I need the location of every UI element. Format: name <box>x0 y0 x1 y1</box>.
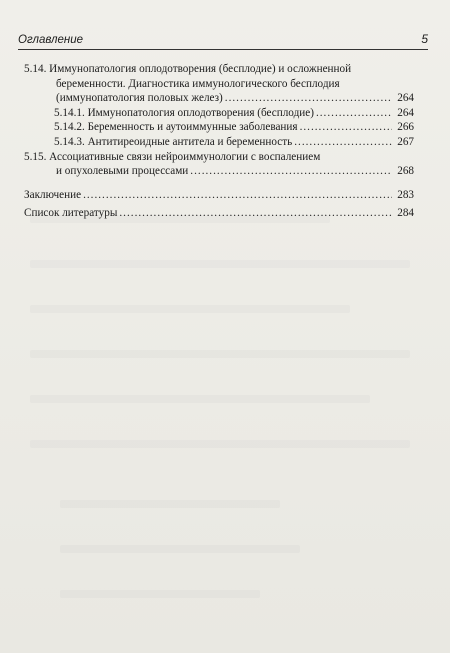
toc-page: 266 <box>397 121 414 134</box>
bleed-through <box>30 395 370 403</box>
dot-leader <box>190 164 392 179</box>
table-of-contents <box>24 62 414 221</box>
toc-number: 5.14.3. <box>54 135 88 148</box>
toc-title-line: беременности. Диагностика иммунологического бесплодия <box>56 77 340 90</box>
toc-entry-conclusion[interactable] <box>24 188 414 203</box>
toc-number: 5.14.1. <box>54 106 88 119</box>
toc-title-line: Иммунопатология оплодотворения (бесплодие) <box>87 106 314 119</box>
dot-leader <box>83 188 392 203</box>
toc-page: 264 <box>397 106 414 119</box>
toc-title-line: Антитиреоидные антитела и беременность <box>87 135 293 148</box>
toc-entry-5-14-3[interactable] <box>24 135 414 150</box>
bleed-through <box>60 500 280 508</box>
dot-leader <box>300 120 392 135</box>
toc-title-line: Беременность и аутоиммунные заболевания <box>87 121 298 134</box>
toc-title-line: Заключение <box>24 188 82 201</box>
toc-title-line: (иммунопатология половых желез) <box>56 92 223 105</box>
toc-entry-5-14-2[interactable] <box>24 120 414 135</box>
dot-leader <box>316 106 392 121</box>
toc-page: 267 <box>397 135 414 148</box>
toc-page: 268 <box>397 165 414 178</box>
toc-number: 5.14. <box>24 63 50 75</box>
section-title: Оглавление <box>18 34 83 46</box>
dot-leader <box>225 91 392 106</box>
toc-number: 5.14.2. <box>54 121 88 134</box>
toc-entry-5-14[interactable] <box>24 62 414 106</box>
bleed-through <box>60 590 260 598</box>
bleed-through <box>30 440 410 448</box>
dot-leader <box>294 135 392 150</box>
toc-entry-5-14-1[interactable] <box>24 106 414 121</box>
toc-title-line: и опухолевыми процессами <box>56 165 189 178</box>
toc-number: 5.15. <box>24 150 50 163</box>
toc-entry-references[interactable] <box>24 206 414 221</box>
page-number: 5 <box>421 32 428 46</box>
bleed-through <box>30 350 410 358</box>
toc-entry-5-15[interactable] <box>24 150 414 179</box>
bleed-through <box>60 545 300 553</box>
bleed-through <box>30 305 350 313</box>
bleed-through <box>30 260 410 268</box>
toc-title-line: Список литературы <box>24 207 118 220</box>
toc-page: 264 <box>397 92 414 105</box>
toc-title-line: Иммунопатология оплодотворения (бесплодие) и осложненной <box>49 63 352 75</box>
dot-leader <box>119 206 392 221</box>
toc-page: 284 <box>397 207 414 220</box>
toc-page: 283 <box>397 188 414 201</box>
toc-title-line: Ассоциативные связи нейроиммунологии с воспалением <box>49 150 321 163</box>
running-header <box>18 28 428 50</box>
